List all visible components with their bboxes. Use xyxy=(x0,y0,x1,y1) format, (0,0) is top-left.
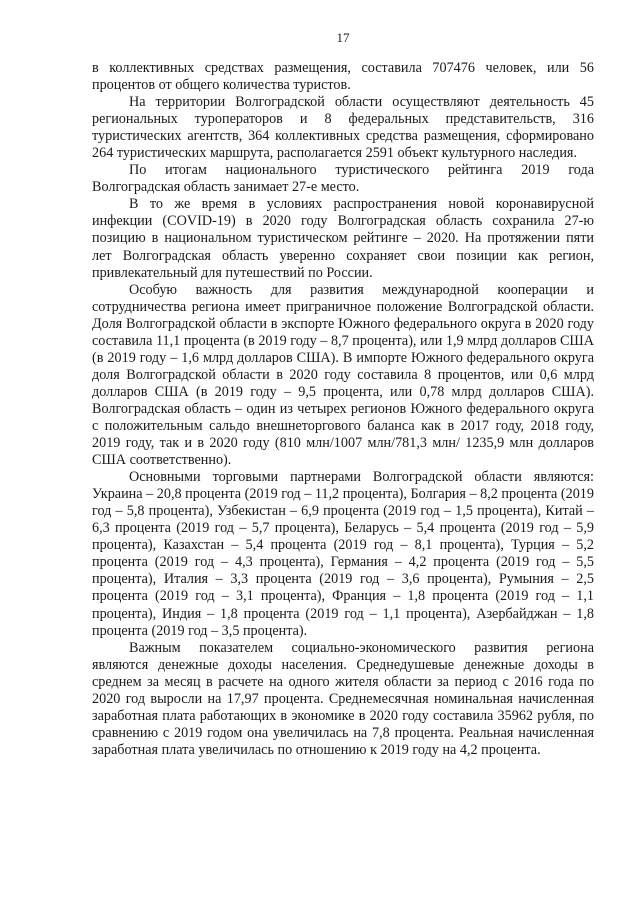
paragraph-trade-partners: Основными торговыми партнерами Волгоградской области являются: Украина – 20,8 процента (2019 год – 11,2 процента), Болгария – 8,2 процента (2019 год – 5,8 процента), Узбекистан – 6,9 процента (2019 год – 1,5 процента), Китай – 6,3 процента (2019 год – 5,7 процента), Беларусь – 5,4 процента (2019 год – 5,9 процента), Казахстан – 5,4 процента (2019 год – 8,1 процента), Турция – 5,2 процента (2019 год – 4,3 процента), Германия – 4,2 процента (2019 год – 5,5 процента), Италия – 3,3 процента (2019 год – 3,6 процента), Румыния – 2,5 процента (2019 год – 3,1 процента), Франция – 1,8 процента (2019 год – 1,1 процента), Индия – 1,8 процента (2019 год – 1,1 процента), Азербайджан – 1,8 процента (2019 год – 3,5 процента). xyxy=(92,469,594,639)
paragraph-income: Важным показателем социально-экономического развития региона являются денежные доходы населения. Среднедушевые денежные доходы в среднем за месяц в расчете на одного жителя области за период с 2016 года по 2020 год выросли на 17,97 процента. Среднемесячная номинальная начисленная заработная плата работающих в экономике в 2020 году составила 35962 рубля, по сравнению с 2019 годом она увеличилась на 7,8 процента. Реальная начисленная заработная плата увеличилась по отношению к 2019 году на 4,2 процента. xyxy=(92,639,594,758)
paragraph-accommodation-continuation: в коллективных средствах размещения, составила 707476 человек, или 56 процентов от общего количества туристов. xyxy=(92,60,594,94)
paragraph-covid-rating-2020: В то же время в условиях распространения новой коронавирусной инфекции (COVID-19) в 2020 году Волгоградская область сохранила 27-ю позицию в национальном туристическом рейтинге – 2020. На протяжении пяти лет Волгоградская область уверенно сохраняет свои позиции как регион, привлекательный для путешествий по России. xyxy=(92,196,594,281)
paragraph-tourism-infrastructure: На территории Волгоградской области осуществляют деятельность 45 региональных туроператоров и 8 федеральных представительств, 316 туристических агентств, 364 коллективных средства размещения, сформировано 264 туристических маршрута, располагается 2591 объект культурного наследия. xyxy=(92,94,594,162)
page-number: 17 xyxy=(336,30,350,45)
paragraph-international-cooperation: Особую важность для развития международной кооперации и сотрудничества региона имеет приграничное положение Волгоградской области. Доля Волгоградской области в экспорте Южного федерального округа в 2020 году составила 11,1 процента (в 2019 году – 8,7 процента), или 1,9 млрд долларов США (в 2019 году – 1,6 млрд долларов США). В импорте Южного федерального округа доля Волгоградской области в 2020 году составила 8 процентов, или 0,6 млрд долларов США (в 2019 году – 9,5 процента, или 0,78 млрд долларов США). Волгоградская область – один из четырех регионов Южного федерального округа с положительным сальдо внешнеторгового баланса как в 2017 году, 2018 году, 2019 году, так и в 2020 году (810 млн/1007 млн/781,3 млн/ 1235,9 млн долларов США соответственно). xyxy=(92,281,594,469)
paragraph-rating-2019: По итогам национального туристического рейтинга 2019 года Волгоградская область занимает 27-е место. xyxy=(92,162,594,196)
document-page xyxy=(92,30,594,759)
